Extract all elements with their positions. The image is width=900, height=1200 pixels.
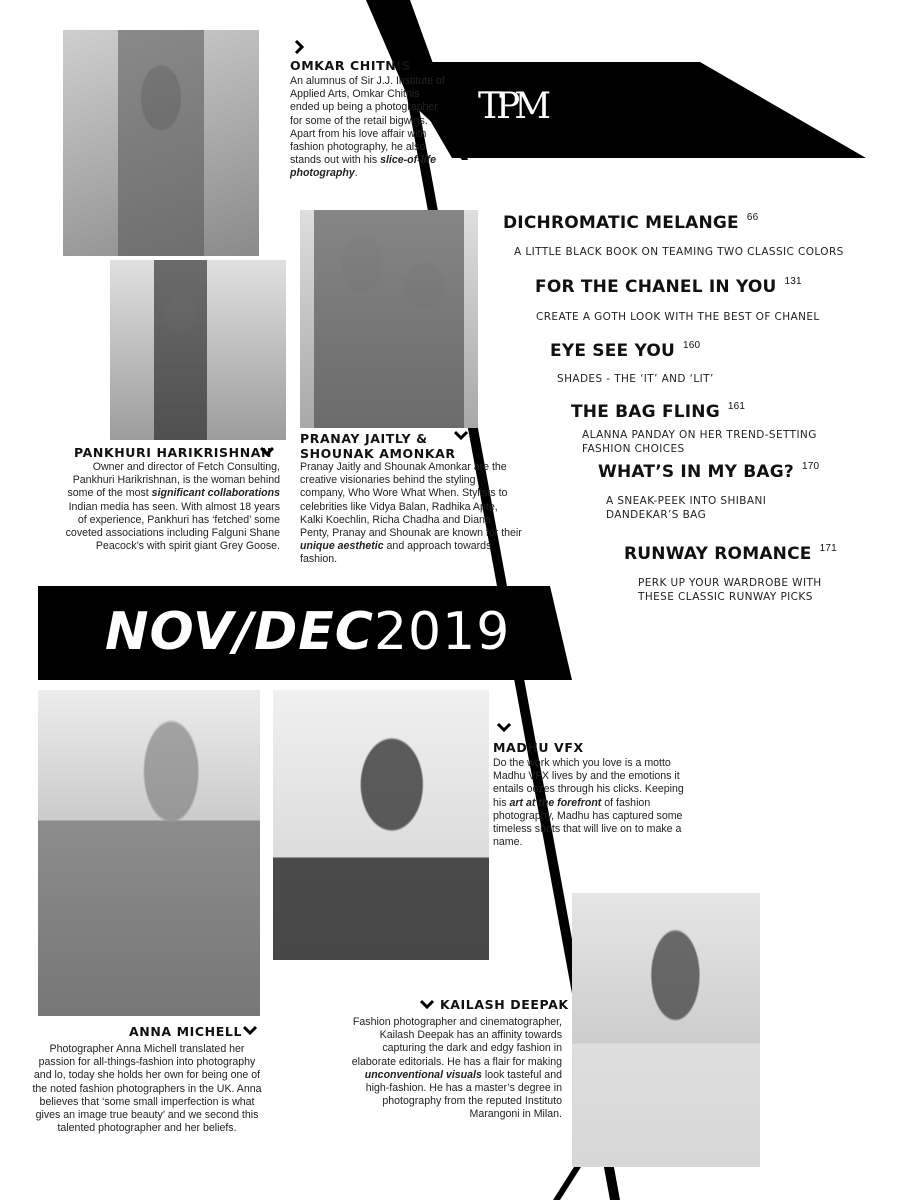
toc-title-2[interactable] (535, 276, 802, 297)
photo-omkar-chitnis (63, 30, 259, 256)
brand-logo: TPM (478, 86, 546, 127)
bio-pankhuri-text: Owner and director of Fetch Consulting, Pankhuri Harikrishnan, is the woman behind some of the most (67, 461, 280, 500)
bio-pankhuri-emphasis: significant collaborations (151, 487, 280, 500)
top-banner (396, 62, 866, 158)
toc-title-3[interactable] (550, 340, 700, 361)
toc-page-5: 170 (801, 461, 820, 472)
toc-title-5-text: WHAT’S IN MY BAG? (598, 462, 794, 482)
toc-title-1[interactable] (503, 212, 758, 233)
toc-subtitle-3: SHADES - THE ‘IT’ AND ‘LIT’ (557, 373, 714, 385)
bio-kailash-end: look tasteful and high-fashion. He has a master’s degree in photography from the reputed Instituto Marangoni in Milan. (365, 1068, 562, 1121)
toc-title-3-text: EYE SEE YOU (550, 341, 676, 361)
name-shounak-amonkar: SHOUNAK AMONKAR (300, 446, 456, 461)
toc-subtitle-5-line2: DANDEKAR’S BAG (606, 509, 707, 521)
bio-pranay-text: Pranay Jaitly and Shounak Amonkar are the creative visionaries behind the styling company, Who Wore What When. Stylists to celebrities like Vidya Balan, Radhika Apte, Kalki Koechlin, Richa Chadha and Diana Penty, Pranay and Shounak are known for their (300, 461, 522, 540)
photo-anna-michell (38, 690, 260, 1016)
toc-subtitle-5 (606, 494, 766, 522)
toc-title-5[interactable] (598, 461, 819, 482)
bio-anna-michell: Photographer Anna Michell translated her passion for all-things-fashion into photography and lo, today she holds her own for being one of the noted fashion photographers in the UK. Anna believes that ‘some small imperfection is what gives an image true beauty’ and we second this talented photographer and her beliefs. (32, 1043, 262, 1135)
bio-omkar-end: . (354, 167, 358, 180)
toc-page-1: 66 (746, 212, 759, 223)
chevron-down-icon (454, 430, 468, 440)
bio-pranay-end: and approach towards fashion. (300, 540, 492, 566)
toc-title-6-text: RUNWAY ROMANCE (624, 544, 812, 564)
toc-subtitle-5-line1: A SNEAK-PEEK INTO SHIBANI (606, 495, 767, 507)
photo-pranay-shounak (300, 210, 478, 428)
issue-month-label: NOV/DEC (105, 602, 374, 662)
toc-page-4: 161 (727, 401, 746, 412)
toc-subtitle-4 (582, 428, 817, 456)
toc-title-4[interactable] (571, 401, 745, 422)
toc-subtitle-4-line1: ALANNA PANDAY ON HER TREND-SETTING (582, 429, 817, 441)
toc-title-4-text: THE BAG FLING (571, 402, 720, 422)
photo-pankhuri-harikrishnan (110, 260, 286, 440)
photo-madhu-vfx (273, 690, 489, 960)
toc-title-2-text: FOR THE CHANEL IN YOU (535, 277, 777, 297)
bio-kailash-deepak (340, 1016, 562, 1122)
issue-year: 2019 (373, 602, 511, 662)
chevron-right-icon (294, 40, 304, 54)
toc-subtitle-1: A LITTLE BLACK BOOK ON TEAMING TWO CLASSIC COLORS (514, 246, 844, 258)
toc-title-6[interactable] (624, 543, 837, 564)
bio-pranay-shounak (300, 461, 522, 567)
chevron-down-icon (260, 446, 274, 456)
toc-title-1-text: DICHROMATIC MELANGE (503, 213, 739, 233)
bio-pankhuri-harikrishnan (58, 461, 280, 553)
toc-subtitle-6-line2: THESE CLASSIC RUNWAY PICKS (638, 591, 813, 603)
name-anna-michell: ANNA MICHELL (129, 1024, 243, 1039)
toc-subtitle-4-line2: FASHION CHOICES (582, 443, 685, 455)
bio-omkar-emphasis: slice-of-life photography (290, 154, 437, 180)
bio-omkar-text: An alumnus of Sir J.J. Institute of Applied Arts, Omkar Chitnis ended up being a photographer for some of the retail bigwigs. Apart from his love affair with fashion photography, he also stands out with his (290, 75, 445, 167)
name-madhu-vfx: MADHU VFX (493, 740, 584, 755)
bio-kailash-text: Fashion photographer and cinematographer, Kailash Deepak has an affinity towards capturing the dark and edgy fashion in elaborate editorials. He has a flair for making (351, 1016, 562, 1068)
name-pranay-jaitly: PRANAY JAITLY & (300, 431, 428, 446)
bio-omkar-chitnis (290, 75, 450, 181)
bio-madhu-vfx (493, 757, 685, 849)
toc-subtitle-6-line1: PERK UP YOUR WARDROBE WITH (638, 577, 822, 589)
chevron-down-icon (420, 999, 434, 1009)
toc-page-6: 171 (819, 543, 837, 554)
issue-date (105, 602, 510, 662)
bio-madhu-text: Do the work which you love is a motto Madhu VFX lives by and the emotions it entails oozes through his clicks. Keeping his (493, 757, 684, 809)
photo-kailash-deepak (572, 893, 760, 1167)
toc-subtitle-6 (638, 576, 822, 604)
toc-page-2: 131 (784, 276, 802, 287)
toc-page-3: 160 (683, 340, 701, 351)
bio-kailash-emphasis: unconventional visuals (364, 1068, 482, 1081)
chevron-down-icon (243, 1025, 257, 1035)
name-pankhuri-harikrishnan: PANKHURI HARIKRISHNAN (74, 445, 273, 460)
chevron-down-icon (497, 722, 511, 732)
bio-pankhuri-end: Indian media has seen. With almost 18 years of experience, Pankhuri has ‘fetched’ some coveted associations including Falguni Shane Peacock’s with spirit giant Grey Goose. (65, 500, 280, 553)
toc-subtitle-2: CREATE A GOTH LOOK WITH THE BEST OF CHANEL (536, 311, 820, 323)
bio-madhu-emphasis: art at the forefront (509, 796, 602, 809)
bio-madhu-end: of fashion photography, Madhu has captured some timeless shots that will live on to make a name. (493, 796, 683, 849)
name-omkar-chitnis: OMKAR CHITNIS (290, 58, 412, 73)
bio-pranay-emphasis: unique aesthetic (300, 540, 384, 553)
name-kailash-deepak: KAILASH DEEPAK (440, 997, 569, 1012)
